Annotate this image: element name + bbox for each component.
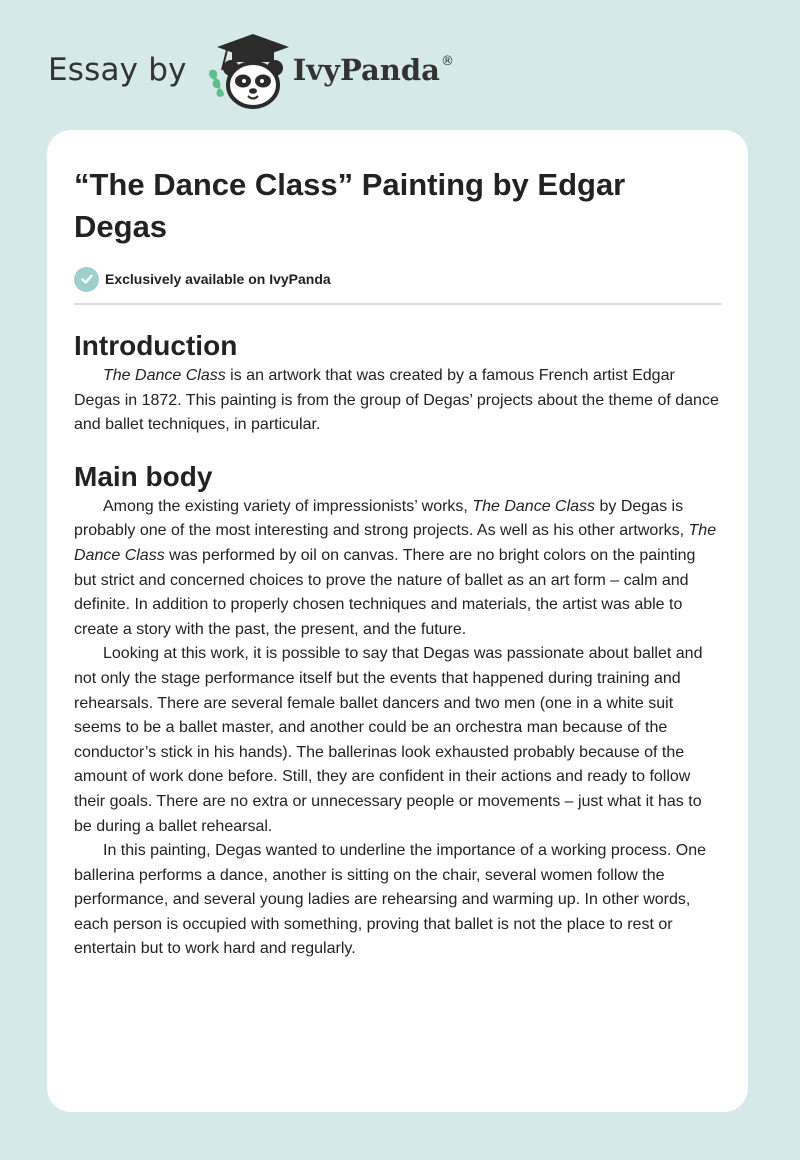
registered-mark: ®	[440, 54, 454, 69]
brand-header[interactable]	[48, 30, 454, 110]
essay-card	[47, 130, 748, 1112]
paragraph	[74, 495, 722, 643]
paragraph-text: by Degas is probably one of the most interesting and strong projects. As well as his other artworks,	[74, 497, 689, 540]
paragraph	[74, 364, 722, 438]
paragraph-text: was performed by oil on canvas. There are no bright colors on the painting but strict and concerned choices to prove the nature of ballet as an art form – calm and definite. In addition to properly chosen techniques and materials, the artist was able to create a story with the past, the present, and the future.	[74, 546, 696, 638]
exclusive-text: Exclusively available on IvyPanda	[105, 271, 331, 287]
check-circle-icon	[74, 267, 99, 292]
paragraph: In this painting, Degas wanted to underline the importance of a working process. One ballerina performs a dance, another is sitting on the chair, several women follow the performance, and several young ladies are rehearsing and warming up. In other words, each person is occupied with something, proving that ballet is not the place to rest or entertain but to work hard and regularly.	[74, 842, 707, 958]
exclusive-badge	[74, 265, 722, 293]
paragraph-text: is an artwork that was created by a famous French artist Edgar Degas in 1872. This painting is from the group of Degas’ projects about the theme of dance and ballet techniques, in particular.	[74, 367, 719, 434]
paragraph: Looking at this work, it is possible to say that Degas was passionate about ballet and not only the stage performance itself but the events that happened during training and rehearsals. There are several female ballet dancers and two men (one in a white suit seems to be a ballet master, and another could be an orchestra man because of the conductor’s stick in his hands). The ballerinas look exhausted probably because of the amount of work done before. Still, they are confident in their actions and ready to follow their goals. There are no extra or unnecessary people or movements – just what it has to be during a ballet rehearsal.	[74, 645, 703, 835]
panda-graduate-logo-icon	[205, 30, 291, 110]
section-heading-main-body: Main body	[74, 460, 213, 492]
section-heading-introduction: Introduction	[74, 330, 238, 361]
essay-title: “The Dance Class” Painting by Edgar Degas	[74, 167, 626, 244]
painting-title-italic: The Dance Class	[74, 522, 717, 564]
brand-name: IvyPanda	[292, 53, 440, 87]
painting-title-italic: The Dance Class	[472, 497, 596, 515]
divider	[74, 303, 722, 305]
brand-prefix: Essay by	[48, 52, 187, 88]
painting-title-italic: The Dance Class	[103, 367, 226, 384]
paragraph-text: Among the existing variety of impressionists’ works,	[103, 497, 473, 515]
